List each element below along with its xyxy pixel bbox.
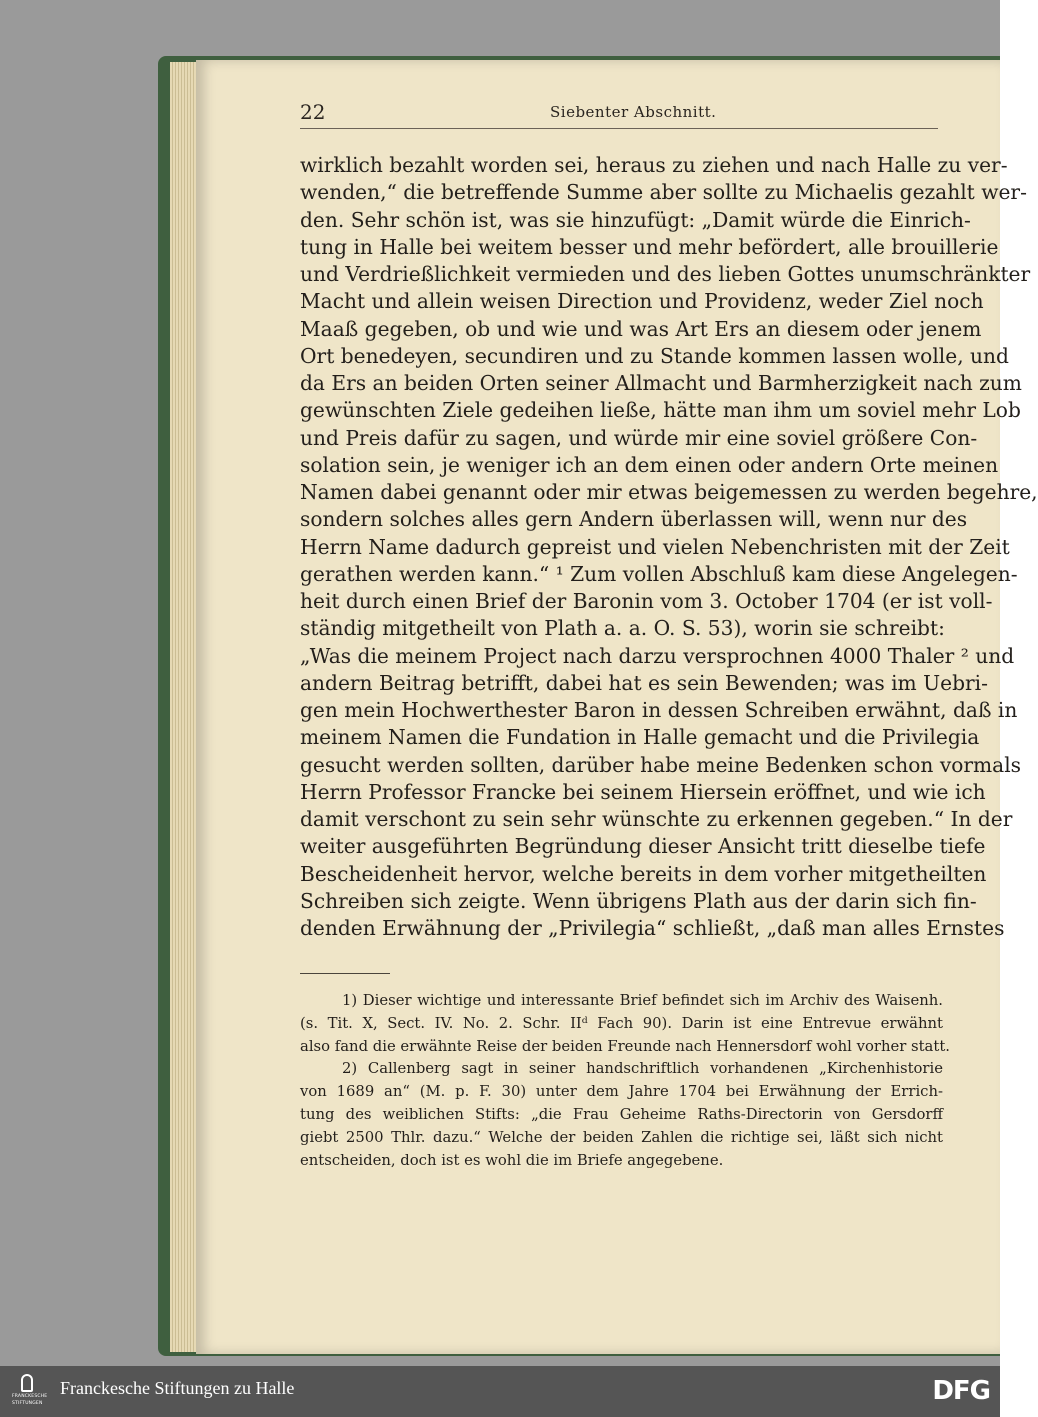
body-line: Macht und allein weisen Direction und Providenz, weder Ziel noch bbox=[300, 289, 984, 314]
body-line: Schreiben sich zeigte. Wenn übrigens Plath aus der darin sich fin- bbox=[300, 888, 977, 913]
body-line: andern Beitrag betrifft, dabei hat es sein Bewenden; was im Uebri- bbox=[300, 670, 988, 695]
footnotes bbox=[300, 990, 950, 1172]
body-line: „Was die meinem Project nach darzu versprochnen 4000 Thaler ² und bbox=[300, 643, 1015, 668]
body-line: heit durch einen Brief der Baronin vom 3. October 1704 (er ist voll- bbox=[300, 589, 993, 613]
logo-text-line2: STIFTUNGEN bbox=[12, 1401, 43, 1406]
logo-text-line1: FRANCKESCHE bbox=[12, 1394, 48, 1399]
body-line: da Ers an beiden Orten seiner Allmacht und Barmherzigkeit nach zum bbox=[300, 371, 1022, 395]
body-line: wirklich bezahlt worden sei, heraus zu ziehen und nach Halle zu ver- bbox=[300, 153, 1008, 177]
footnote-line: 2) Callenberg sagt in seiner handschriftlich vorhandenen „Kirchenhistorie bbox=[342, 1060, 943, 1078]
footnote-line: also fand die erwähnte Reise der beiden Freunde nach Hennersdorf wohl vorher statt. bbox=[300, 1037, 950, 1055]
francke-logo[interactable] bbox=[12, 1374, 48, 1410]
institution-link[interactable]: Franckesche Stiftungen zu Halle bbox=[60, 1378, 295, 1398]
body-line: und Verdrießlichkeit vermieden und des lieben Gottes unumschränkter bbox=[300, 262, 1031, 286]
body-line: den. Sehr schön ist, was sie hinzufügt: „Damit würde die Einrich- bbox=[300, 207, 971, 232]
footnote-line: giebt 2500 Thlr. dazu.“ Welche der beiden Zahlen die richtige sei, läßt sich nicht bbox=[300, 1128, 943, 1146]
footnote-rule bbox=[300, 973, 390, 974]
body-line: und Preis dafür zu sagen, und würde mir eine soviel größere Con- bbox=[300, 425, 978, 450]
body-line: gesucht werden sollten, darüber habe meine Bedenken schon vormals bbox=[300, 752, 1022, 777]
footnote-line: 1) Dieser wichtige und interessante Brief befindet sich im Archiv des Waisenh. bbox=[342, 992, 943, 1009]
dfg-logo[interactable]: DFG bbox=[932, 1376, 990, 1406]
body-line: gewünschten Ziele gedeihen ließe, hätte man ihm um soviel mehr Lob bbox=[300, 398, 1021, 423]
running-head: Siebenter Abschnitt. bbox=[550, 103, 717, 121]
body-line: damit verschont zu sein sehr wünschte zu erkennen gegeben.“ In der bbox=[300, 807, 1013, 831]
body-line: Bescheidenheit hervor, welche bereits in dem vorher mitgetheilten bbox=[300, 861, 987, 886]
footnote-line: entscheiden, doch ist es wohl die im Briefe angegebene. bbox=[300, 1151, 724, 1169]
body-line: gerathen werden kann.“ ¹ Zum vollen Abschluß kam diese Angelegen- bbox=[300, 561, 1018, 586]
body-line: Namen dabei genannt oder mir etwas beigemessen zu werden begehre, bbox=[300, 480, 1038, 504]
body-line: meinem Namen die Fundation in Halle gemacht und die Privilegia bbox=[300, 725, 980, 750]
body-line: Maaß gegeben, ob und wie und was Art Ers an diesem oder jenem bbox=[300, 316, 982, 341]
body-line: weiter ausgeführten Begründung dieser Ansicht tritt dieselbe tiefe bbox=[300, 834, 986, 859]
body-line: tung in Halle bei weitem besser und mehr befördert, alle brouillerie bbox=[300, 234, 999, 259]
body-line: ständig mitgetheilt von Plath a. a. O. S. 53), worin sie schreibt: bbox=[300, 616, 945, 641]
body-text bbox=[300, 152, 1038, 942]
header-rule bbox=[300, 128, 938, 129]
body-line: gen mein Hochwerthester Baron in dessen Schreiben erwähnt, daß in bbox=[300, 698, 1018, 722]
page-header bbox=[300, 100, 940, 128]
body-line: Herrn Professor Francke bei seinem Hiersein eröffnet, und wie ich bbox=[300, 779, 986, 804]
footnote-line: tung des weiblichen Stifts: „die Frau Geheime Raths-Directorin von Gersdorff bbox=[300, 1105, 943, 1123]
tower-icon bbox=[21, 1374, 33, 1392]
body-line: solation sein, je weniger ich an dem einen oder andern Orte meinen bbox=[300, 452, 999, 477]
footnote-line: (s. Tit. X, Sect. IV. No. 2. Schr. IIᵈ Fach 90). Darin ist eine Entrevue erwähnt bbox=[300, 1014, 943, 1032]
footer-bar bbox=[0, 1366, 1000, 1417]
body-line: Ort benedeyen, secundiren und zu Stande kommen lassen wolle, und bbox=[300, 343, 1009, 368]
body-line: denden Erwähnung der „Privilegia“ schließt, „daß man alles Ernstes bbox=[300, 916, 1005, 940]
body-line: Herrn Name dadurch gepreist und vielen Nebenchristen mit der Zeit bbox=[300, 534, 1010, 559]
page-number: 22 bbox=[300, 100, 326, 124]
body-line: wenden,“ die betreffende Summe aber sollte zu Michaelis gezahlt wer- bbox=[300, 180, 1027, 205]
footnote-line: von 1689 an“ (M. p. F. 30) unter dem Jahre 1704 bei Erwähnung der Errich- bbox=[300, 1083, 943, 1101]
body-line: sondern solches alles gern Andern überlassen will, wenn nur des bbox=[300, 507, 968, 532]
